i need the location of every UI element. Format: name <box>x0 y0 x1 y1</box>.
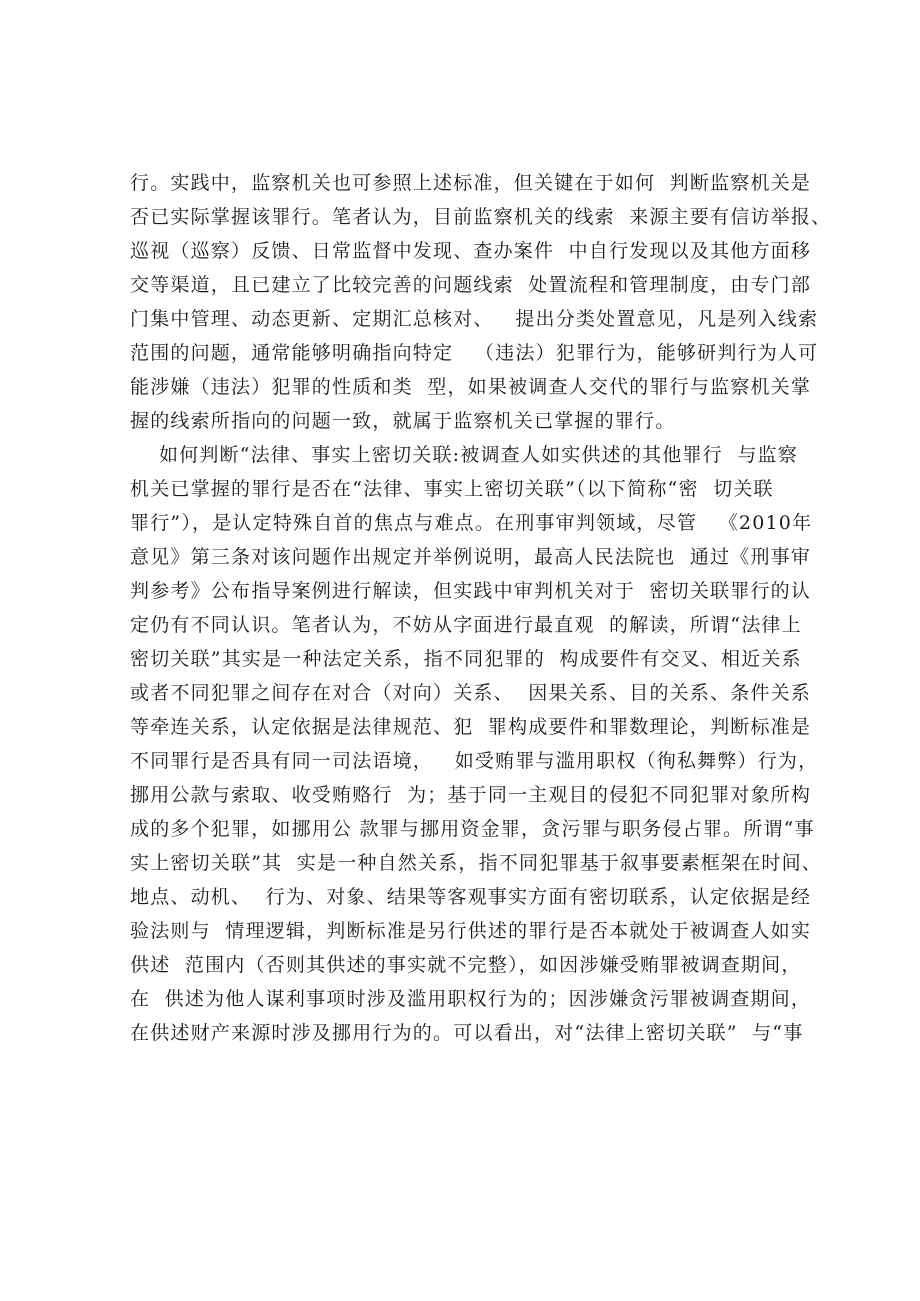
text-line: 或者不同犯罪之间存在对合（对向）关系、 因果关系、目的关系、条件关系 <box>130 682 812 704</box>
text-line: 交等渠道，且已建立了比较完善的问题线索 处置流程和管理制度，由专门部 <box>130 274 812 296</box>
text-line: 供述 范围内（否则其供述的事实就不完整），如因涉嫌受贿罪被调查期间， <box>130 954 802 976</box>
text-line: 定仍有不同认识。笔者认为，不妨从字面进行最直观 的解读，所谓“法律上 <box>130 614 802 636</box>
text-line: 握的线索所指向的问题一致，就属于监察机关已掌握的罪行。 <box>130 410 676 432</box>
text-line: 机关已掌握的罪行是否在“法律、事实上密切关联”（以下简称“密 切关联 <box>130 478 774 500</box>
text-line: 实上密切关联”其 实是一种自然关系，指不同犯罪基于叙事要素框架在时间、 <box>130 852 822 874</box>
body-text <box>130 166 832 1050</box>
text-line: 不同罪行是否具有同一司法语境， 如受贿罪与滥用职权（徇私舞弊）行为， <box>130 750 819 772</box>
text-line: 验法则与 情理逻辑，判断标准是另行供述的罪行是否本就处于被调查人如实 <box>130 920 812 942</box>
text-line: 意见》第三条对该问题作出规定并举例说明，最高人民法院也 通过《刑事审 <box>130 546 812 568</box>
text-line: 在供述财产来源时涉及挪用行为的。可以看出，对“法律上密切关联” 与“事 <box>130 1022 804 1044</box>
text-line: 门集中管理、动态更新、定期汇总核对、 提出分类处置意见，凡是列入线索 <box>130 308 819 330</box>
text-line: 罪行”），是认定特殊自首的焦点与难点。在刑事审判领域，尽管 《2010年 <box>130 512 813 534</box>
text-line: 行。实践中，监察机关也可参照上述标准，但关键在于如何 判断监察机关是 <box>130 172 812 194</box>
text-line: 等牵连关系，认定依据是法律规范、犯 罪构成要件和罪数理论，判断标准是 <box>130 716 812 738</box>
text-line: 范围的问题，通常能够明确指向特定 （违法）犯罪行为，能够研判行为人可 <box>130 342 819 364</box>
text-line: 判参考》公布指导案例进行解读，但实践中审判机关对于 密切关联罪行的认 <box>130 580 812 602</box>
text-line: 如何判断“法律、事实上密切关联:被调查人如实供述的其他罪行 与监察 <box>130 444 798 466</box>
text-line: 地点、动机、 行为、对象、结果等客观事实方面有密切联系，认定依据是经 <box>130 886 812 908</box>
paragraph-1 <box>130 166 832 438</box>
text-line: 否已实际掌握该罪行。笔者认为，目前监察机关的线索 来源主要有信访举报、 <box>130 206 832 228</box>
text-line: 挪用公款与索取、收受贿赂行 为；基于同一主观目的侵犯不同犯罪对象所构 <box>130 784 812 806</box>
text-line: 能涉嫌（违法）犯罪的性质和类 型，如果被调查人交代的罪行与监察机关掌 <box>130 376 812 398</box>
text-line: 密切关联”其实是一种法定关系，指不同犯罪的 构成要件有交叉、相近关系 <box>130 648 802 670</box>
text-line: 在 供述为他人谋利事项时涉及滥用职权行为的；因涉嫌贪污罪被调查期间， <box>130 988 812 1010</box>
paragraph-2 <box>130 438 820 1050</box>
text-line: 成的多个犯罪，如挪用公 款罪与挪用资金罪，贪污罪与职务侵占罪。所谓“事 <box>130 818 815 840</box>
text-line: 巡视（巡察）反馈、日常监督中发现、查办案件 中自行发现以及其他方面移 <box>130 240 812 262</box>
